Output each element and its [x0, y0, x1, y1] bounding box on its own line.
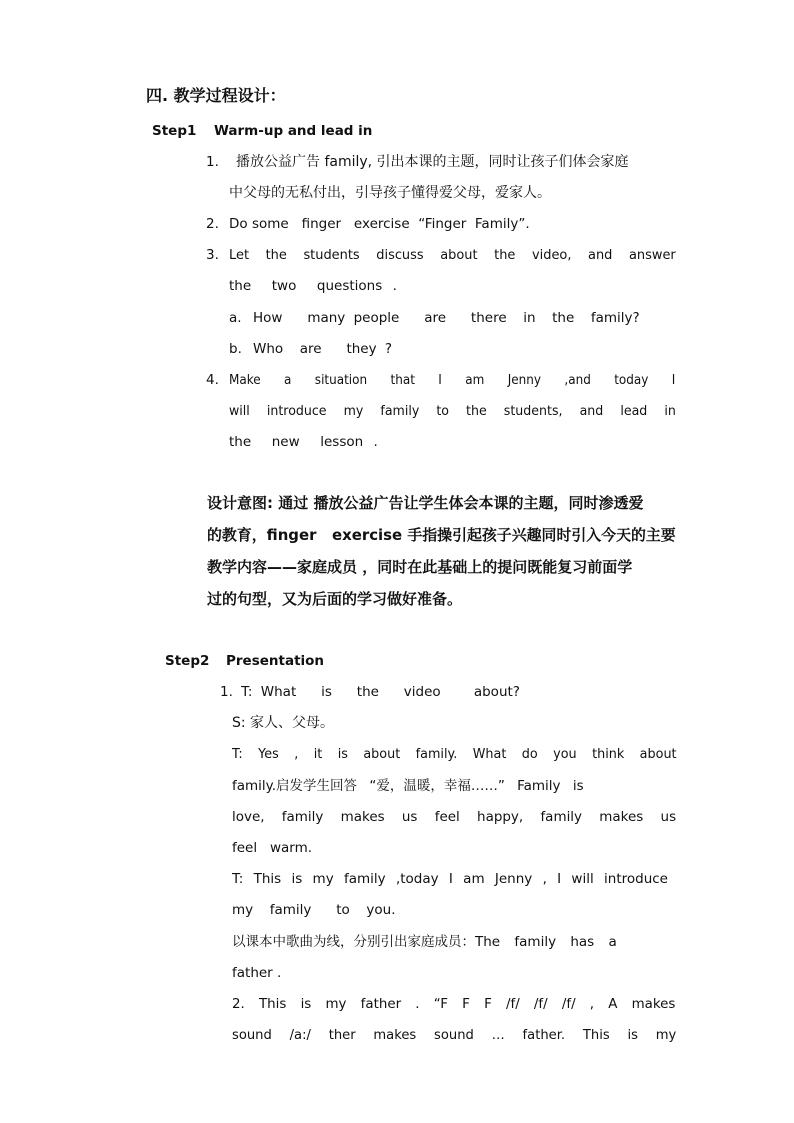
presentation-line: sound /a:/ ther makes sound … father. This is my	[232, 1027, 677, 1043]
presentation-line: 以课本中歌曲为线，分别引出家庭成员：The family has a	[232, 934, 617, 950]
section-title: 四. 教学过程设计：	[146, 86, 286, 105]
subitem-text: How many people are there in the family?	[253, 310, 640, 326]
item-number: 4.	[206, 372, 219, 388]
item-number: 3.	[206, 247, 219, 263]
item-text: 播放公益广告 family, 引出本课的主题，同时让孩子们体会家庭	[236, 154, 629, 170]
item-text: the new lesson .	[229, 434, 378, 450]
presentation-line: S: 家人、父母。	[232, 715, 335, 731]
item-text: the two questions .	[229, 278, 397, 294]
presentation-line: father .	[232, 965, 282, 981]
design-intent-line: 的教育，finger exercise 手指操引起孩子兴趣同时引入今天的主要	[207, 526, 676, 544]
item-text: Do some finger exercise “Finger Family”.	[229, 216, 530, 232]
item-text: will introduce my family to the students, and lead in	[229, 403, 676, 419]
step2-title: Presentation	[226, 653, 325, 669]
presentation-line: feel warm.	[232, 840, 313, 856]
subitem-letter: a.	[229, 310, 242, 326]
presentation-line: 2. This is my father . “F F F /f/ /f/ /f/ , A makes	[232, 996, 676, 1012]
item-number: 2.	[206, 216, 219, 232]
presentation-line: family.启发学生回答 “爱，温暖，幸福……” Family is	[232, 778, 584, 794]
subitem-text: Who are they ?	[253, 341, 393, 357]
presentation-line: T: Yes , it is about family. What do you think about	[232, 746, 677, 762]
step1-title: Warm-up and lead in	[214, 123, 373, 139]
item-text: 中父母的无私付出，引导孩子懂得爱父母，爱家人。	[229, 185, 551, 201]
design-intent-line: 教学内容——家庭成员 ，同时在此基础上的提问既能复习前面学	[207, 558, 633, 576]
subitem-letter: b.	[229, 341, 242, 357]
presentation-line: love, family makes us feel happy, family makes us	[232, 809, 677, 825]
item-number: 1.	[206, 154, 219, 170]
step2-label: Step2	[165, 653, 210, 669]
presentation-line: 1. T: What is the video about?	[220, 684, 520, 700]
presentation-line: T: This is my family ,today I am Jenny , I will introduce	[232, 871, 668, 887]
design-intent-line: 过的句型，又为后面的学习做好准备。	[207, 590, 463, 608]
item-text: Make a situation that I am Jenny ,and today I	[229, 372, 676, 388]
step1-label: Step1	[152, 123, 197, 139]
design-intent-line: 设计意图: 通过 播放公益广告让学生体会本课的主题，同时渗透爱	[207, 494, 644, 512]
presentation-line: my family to you.	[232, 902, 396, 918]
item-text: Let the students discuss about the video, and answer	[229, 247, 676, 263]
